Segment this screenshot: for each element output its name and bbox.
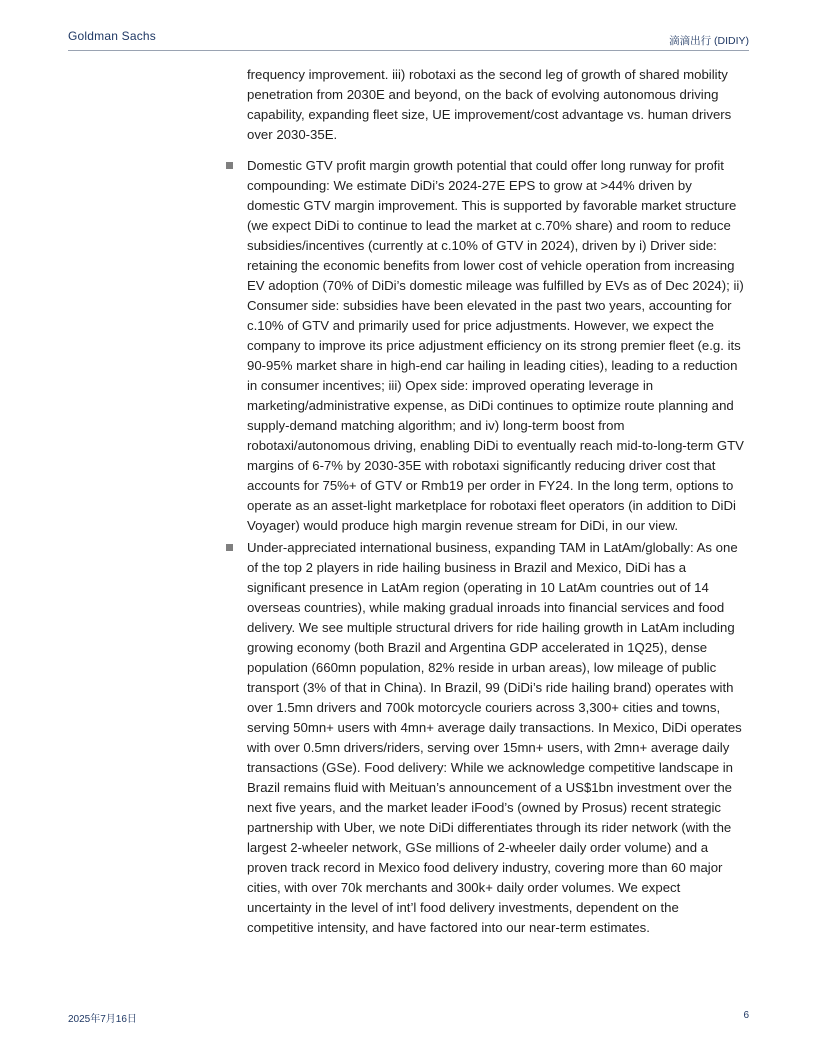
page-number: 6: [743, 1010, 749, 1021]
footer-date: 2025年7月16日: [68, 1014, 137, 1025]
bullet-text: Domestic GTV profit margin growth potential that could offer long runway for profit compounding: We estimate DiDi’s 2024-27E EPS to grow at >44% driven by domestic GTV margin improvement. This is supported by favorable market structure (we expect DiDi to continue to lead the market at c.70% share) and room to reduce subsidies/incentives (currently at c.10% of GTV in 2024), driven by i) Driver side: retaining the economic benefits from lower cost of vehicle operation from increasing EV adoption (70% of DiDi’s domestic mileage was fulfilled by EVs as of Dec 2024); ii) Consumer side: subsidies have been elevated in the past two years, accounting for c.10% of GTV and primarily used for price adjustments. However, we expect the company to improve its price adjustment efficiency on its strong premier fleet (e.g. its 90-95% market share in high-end car hailing in leading cities), leading to a reduction in consumer incentives; iii) Opex side: improved operating leverage in marketing/administrative expense, as DiDi continues to optimize route planning and supply-demand matching algorithm; and iv) long-term boost from robotaxi/autonomous driving, enabling DiDi to eventually reach mid-to-long-term GTV margins of 6-7% by 2030-35E with robotaxi significantly reducing driver cost that accounts for 75%+ of GTV or Rmb19 per order in FY24. In the long term, options to operate as an asset-light marketplace for robotaxi fleet operators (in addition to DiDi Voyager) would produce high margin revenue stream for DiDi, in our view.: [247, 158, 744, 533]
intro-paragraph: frequency improvement. iii) robotaxi as the second leg of growth of shared mobility penetration from 2030E and beyond, on the back of evolving autonomous driving capability, expanding fleet size, UE improvement/cost advantage vs. human drivers over 2030-35E.: [247, 67, 732, 142]
square-bullet-icon: [226, 162, 233, 169]
bullet-text: Under-appreciated international business, expanding TAM in LatAm/globally: As one of the top 2 players in ride hailing business in Brazil and Mexico, DiDi has a significant presence in LatAm region (operating in 10 LatAm countries out of 14 overseas countries), while making gradual inroads into financial services and food delivery. We see multiple structural drivers for ride hailing growth in LatAm including growing economy (both Brazil and Argentina GDP accelerated in 1Q25), dense population (660mn population, 82% reside in urban areas), low mileage of public transport (3% of that in China). In Brazil, 99 (DiDi’s ride hailing brand) operates with over 1.5mn drivers and 700k motorcycle couriers across 3,300+ cities and towns, serving 50mn+ users with 4mn+ average daily transactions. In Mexico, DiDi operates with over 0.5mn drivers/riders, serving over 15mn+ users, with 2mn+ average daily transactions (GSe). Food delivery: While we acknowledge competitive landscape in Brazil remains fluid with Meituan’s announcement of a US$1bn investment over the next five years, and the market leader iFood’s (owned by Prosus) recent strategic partnership with Uber, we note DiDi differentiates through its rider network (with the largest 2-wheeler network, GSe millions of 2-wheeler daily order volume) and a proven track record in Mexico food delivery industry, covering more than 60 major cities, with over 70k merchants and 300k+ daily order volumes. We expect uncertainty in the level of int’l food delivery investments, dependent on the competitive intensity, and have factored into our near-term estimates.: [247, 540, 742, 935]
bullet-domestic-gtv: [247, 156, 747, 536]
bullet-international-business: [247, 538, 747, 938]
header-ticker: 滴滴出行 (DIDIY): [669, 35, 749, 47]
report-body: [247, 65, 747, 938]
square-bullet-icon: [226, 544, 233, 551]
header-brand: Goldman Sachs: [68, 29, 156, 43]
header-divider: [68, 50, 749, 51]
